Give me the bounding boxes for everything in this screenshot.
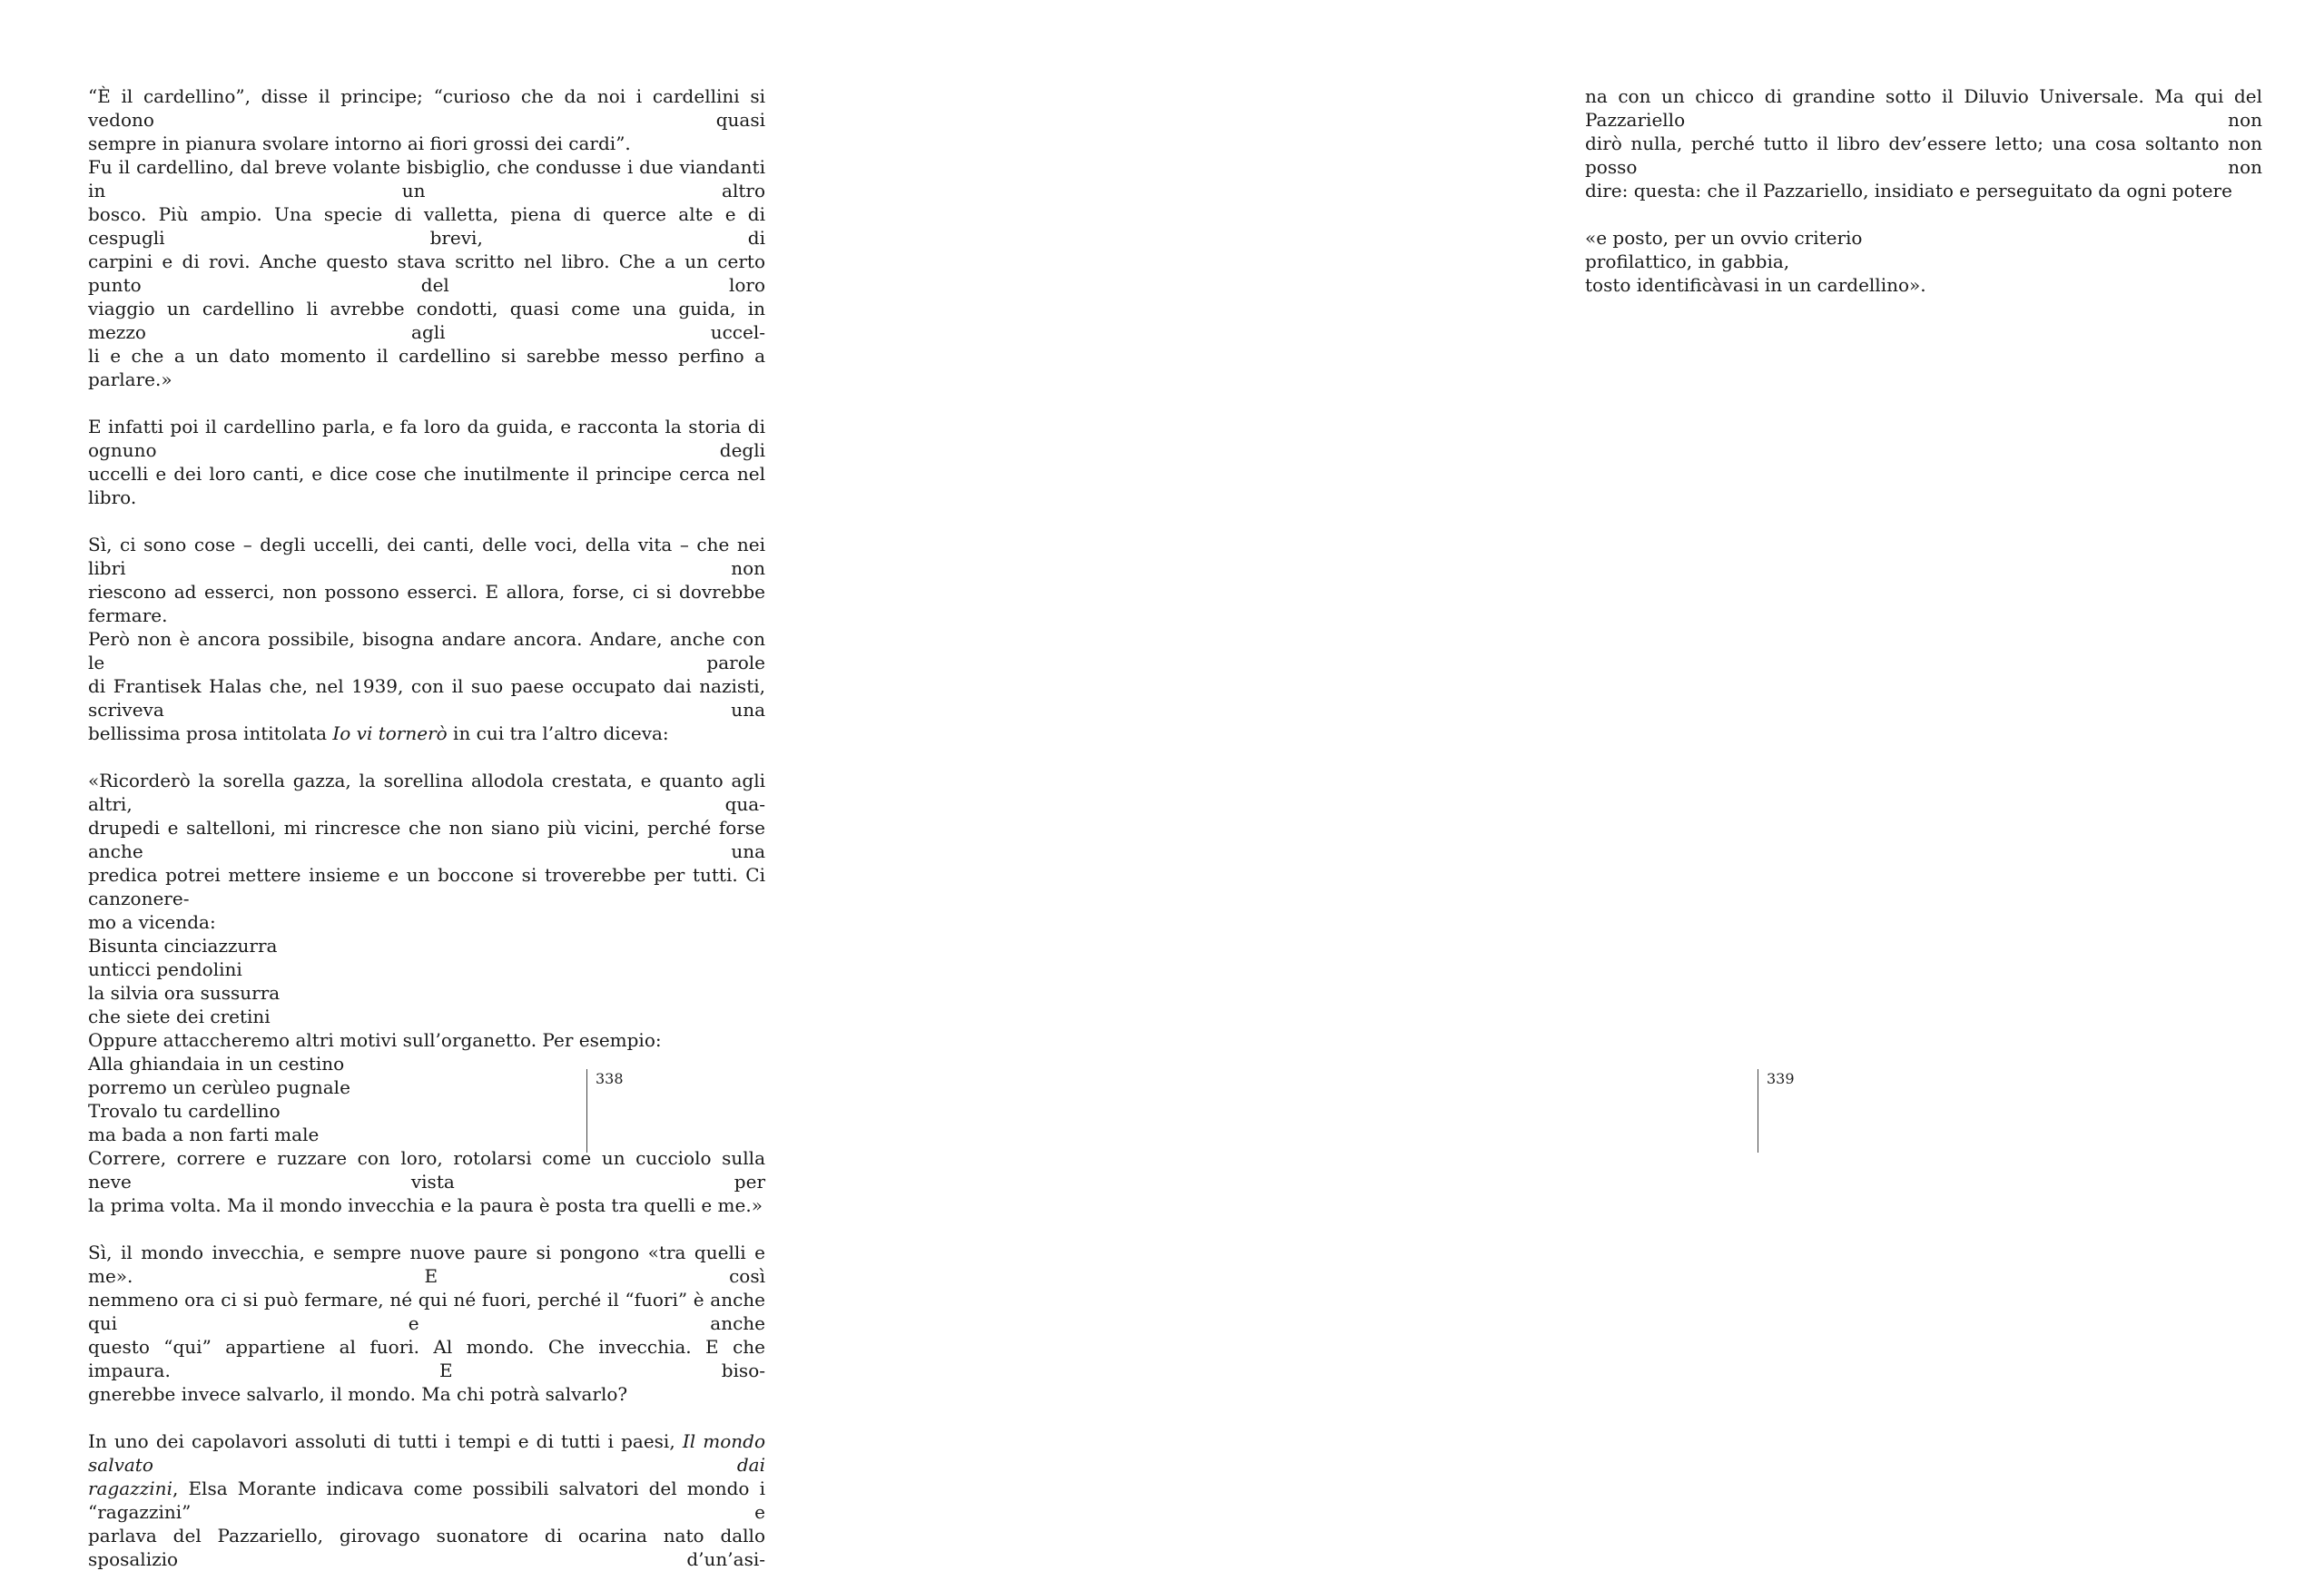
verse-line: porremo un cerùleo pugnale — [88, 1076, 350, 1098]
text-line: Sì, ci sono cose – degli uccelli, dei canti, delle voci, della vita – che nei libri non — [88, 534, 765, 579]
paragraph-1 — [88, 84, 765, 391]
text-line: Oppure attaccheremo altri motivi sull’organetto. Per esempio: — [88, 1029, 662, 1051]
left-page — [0, 0, 1162, 1570]
text-line — [88, 1429, 765, 1477]
paragraph-4-quote — [88, 769, 765, 1217]
book-title-italic: ragazzini — [88, 1478, 172, 1499]
text-line: predica potrei mettere insieme e un boccone si troverebbe per tutti. Ci canzonere- — [88, 864, 765, 909]
text-line: questo “qui” appartiene al fuori. Al mondo. Che invecchia. E che impaura. E biso- — [88, 1336, 765, 1381]
text-line: uccelli e dei loro canti, e dice cose che inutilmente il principe cerca nel libro. — [88, 463, 765, 508]
text-line: drupedi e saltelloni, mi rincresce che non siano più vicini, perché forse anche una — [88, 817, 765, 862]
text-run: , Elsa Morante indicava come possibili salvatori del mondo i “ragazzini” e — [88, 1478, 765, 1523]
left-page-text — [88, 84, 765, 1571]
text-line: di Frantisek Halas che, nel 1939, con il suo paese occupato dai nazisti, scriveva una — [88, 675, 765, 721]
book-title-italic: Io vi tornerò — [332, 722, 448, 744]
text-line: E infatti poi il cardellino parla, e fa loro da guida, e racconta la storia di ognuno degli — [88, 416, 765, 461]
paragraph-5 — [88, 1241, 765, 1406]
text-line: «Ricorderò la sorella gazza, la sorellina allodola crestata, e quanto agli altri, qua- — [88, 770, 765, 815]
paragraph-6 — [88, 1429, 765, 1571]
verse-line: che siete dei cretini — [88, 1006, 271, 1027]
verse-line: unticci pendolini — [88, 958, 242, 980]
text-line — [88, 1477, 765, 1524]
text-run: in cui tra l’altro diceva: — [447, 722, 669, 744]
page-number: 339 — [1767, 1070, 1795, 1087]
text-line: li e che a un dato momento il cardellino si sarebbe messo perfino a parlare.» — [88, 345, 765, 390]
text-line: gnerebbe invece salvarlo, il mondo. Ma chi potrà salvarlo? — [88, 1383, 628, 1405]
text-line: dirò nulla, perché tutto il libro dev’essere letto; una cosa soltanto non posso non — [1585, 133, 2262, 178]
text-line: Fu il cardellino, dal breve volante bisbiglio, che condusse i due viandanti in un altro — [88, 156, 765, 201]
paragraph-r1 — [1585, 84, 2262, 202]
text-line: riescono ad esserci, non possono esserci. E allora, forse, ci si dovrebbe fermare. — [88, 581, 765, 626]
verse-line: Trovalo tu cardellino — [88, 1100, 281, 1122]
verse-line: ma bada a non farti male — [88, 1124, 320, 1145]
verse-line: Alla ghiandaia in un cestino — [88, 1053, 345, 1075]
verse-line: tosto identificàvasi in un cardellino». — [1585, 274, 1926, 296]
right-page-text — [1585, 84, 2262, 297]
book-title-italic: Il mondo salvato dai — [88, 1430, 765, 1476]
text-line: viaggio un cardellino li avrebbe condotti, quasi come una guida, in mezzo agli uccel- — [88, 298, 765, 343]
text-line: “È il cardellino”, disse il principe; “curioso che da noi i cardellini si vedono quasi — [88, 85, 765, 131]
text-line: la prima volta. Ma il mondo invecchia e la paura è posta tra quelli e me.» — [88, 1194, 763, 1216]
text-line: na con un chicco di grandine sotto il Diluvio Universale. Ma qui del Pazzariello non — [1585, 85, 2262, 131]
paragraph-r2-verse — [1585, 226, 2262, 297]
text-line — [88, 722, 765, 745]
text-line: nemmeno ora ci si può fermare, né qui né fuori, perché il “fuori” è anche qui e anche — [88, 1289, 765, 1334]
verse-line: «e posto, per un ovvio criterio — [1585, 227, 1863, 249]
text-line: parlava del Pazzariello, girovago suonatore di ocarina nato dallo sposalizio d’un’asi- — [88, 1525, 765, 1570]
text-run: bellissima prosa intitolata — [88, 722, 333, 744]
text-line: mo a vicenda: — [88, 911, 216, 933]
paragraph-3 — [88, 533, 765, 745]
paragraph-2 — [88, 415, 765, 509]
text-line: Sì, il mondo invecchia, e sempre nuove paure si pongono «tra quelli e me». E così — [88, 1242, 765, 1287]
page-number: 338 — [596, 1070, 624, 1087]
text-line: Correre, correre e ruzzare con loro, rotolarsi come un cucciolo sulla neve vista per — [88, 1147, 765, 1193]
text-line: Però non è ancora possibile, bisogna andare ancora. Andare, anche con le parole — [88, 628, 765, 673]
text-line: carpini e di rovi. Anche questo stava scritto nel libro. Che a un certo punto del loro — [88, 250, 765, 296]
verse-line: la silvia ora sussurra — [88, 982, 281, 1004]
text-line: sempre in pianura svolare intorno ai fiori grossi dei cardi”. — [88, 133, 631, 154]
text-line: dire: questa: che il Pazzariello, insidiato e perseguitato da ogni potere — [1585, 180, 2232, 201]
folio-rule — [586, 1069, 587, 1153]
text-run: In uno dei capolavori assoluti di tutti i tempi e di tutti i paesi, — [88, 1430, 683, 1452]
right-page — [1162, 0, 2324, 1162]
verse-line: Bisunta cinciazzurra — [88, 935, 278, 957]
text-line: bosco. Più ampio. Una specie di valletta, piena di querce alte e di cespugli brevi, di — [88, 203, 765, 249]
verse-line: profilattico, in gabbia, — [1585, 250, 1790, 272]
